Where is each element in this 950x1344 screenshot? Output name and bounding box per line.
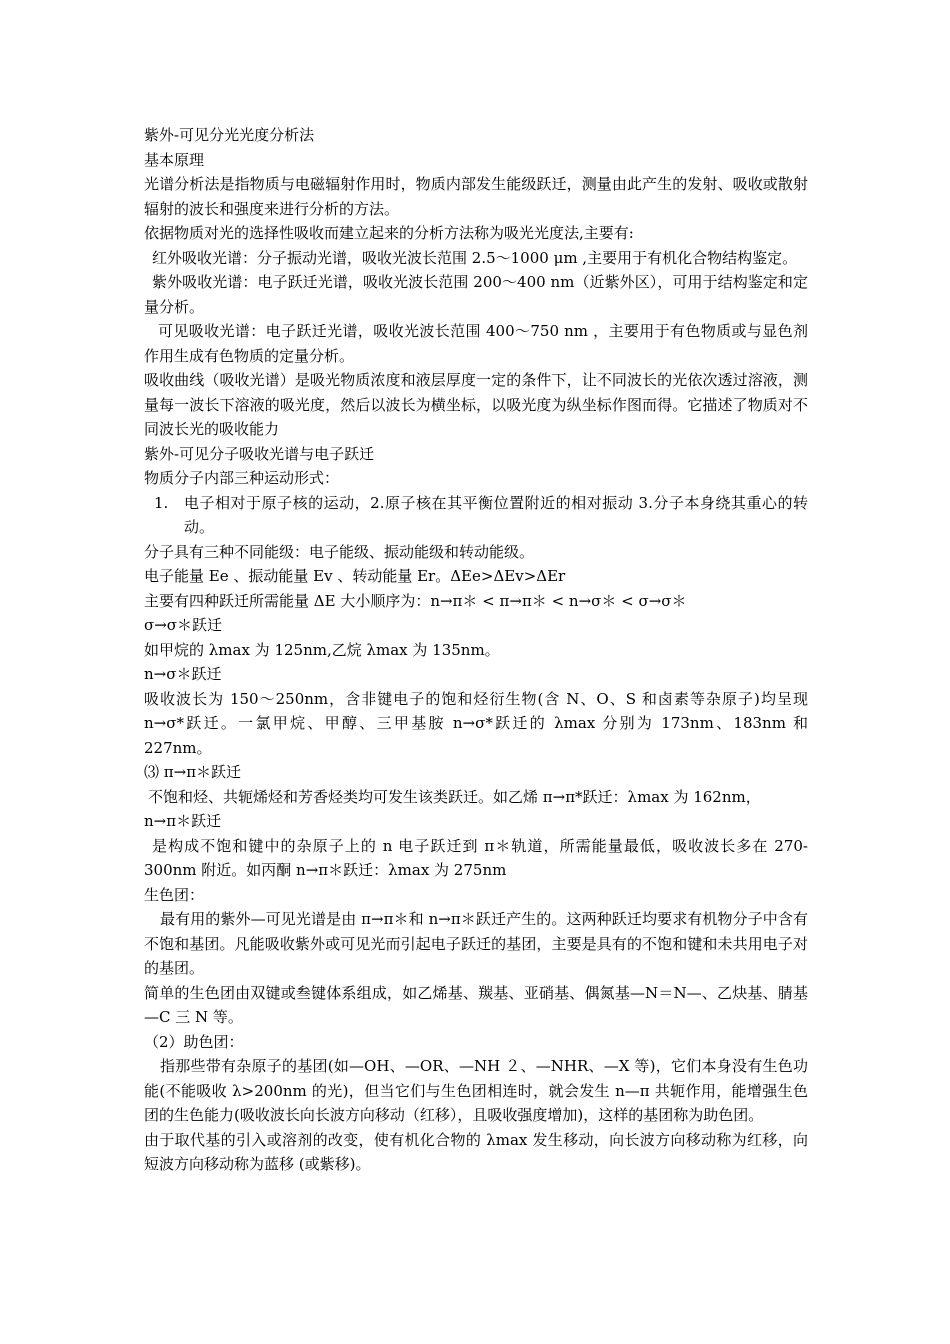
paragraph-n-sigma: 吸收波长为 150～250nm，含非键电子的饱和烃衍生物(含 N、O、S 和卤素等杂原子)均呈现 n→σ*跃迁。一氯甲烷、甲醇、三甲基胺 n→σ*跃迁的 λmax 分别为 173nm、183nm 和 227nm。 <box>144 689 808 757</box>
heading-auxochrome: （2）助色团： <box>144 1032 244 1051</box>
heading-n-pi: n→π＊跃迁 <box>144 812 222 830</box>
paragraph-transition-order: 主要有四种跃迁所需能量 ΔE 大小顺序为：n→π＊ < π→π＊ < n→σ＊ < σ→σ＊ <box>144 591 687 610</box>
paragraph-uv-spectrum: 紫外吸收光谱：电子跃迁光谱，吸收光波长范围 200～400 nm（近紫外区），可用于结构鉴定和定量分析。 <box>144 273 808 316</box>
paragraph-pi-pi: 不饱和烃、共轭烯烃和芳香烃类均可发生该类跃迁。如乙烯 π→π*跃迁：λmax 为 162nm， <box>148 787 761 806</box>
paragraph-auxochrome: 指那些带有杂原子的基团(如—OH、—OR、—NH ２、—NHR、—X 等)，它们本身没有生色功能(不能吸收 λ>200nm 的光)，但当它们与生色团相连时，就会发生 n—π 共轭作用，能增强生色团的生色能力(吸收波长向长波方向移动（红移），且吸收强度增加)，这样的基团称为助色团。 <box>144 1057 808 1124</box>
heading-transition: 紫外-可见分子吸收光谱与电子跃迁 <box>144 444 375 463</box>
paragraph-ir-spectrum: 红外吸收光谱：分子振动光谱，吸收光波长范围 2.5～1000 μm ,主要用于有机化合物结构鉴定。 <box>152 248 798 267</box>
paragraph-absorption-curve: 吸收曲线（吸收光谱）是吸光物质浓度和液层厚度一定的条件下，让不同波长的光依次透过溶液，测量每一波长下溶液的吸光度，然后以波长为横坐标，以吸光度为纵坐标作图而得。它描述了物质对不同波长光的吸收能力 <box>144 371 808 438</box>
document-title: 紫外-可见分光光度分析法 <box>144 126 315 144</box>
heading-chromophore: 生色团： <box>144 885 205 904</box>
heading-basic-principle: 基本原理 <box>144 150 205 169</box>
paragraph-energy-symbols: 电子能量 Ee 、振动能量 Ev 、转动能量 Er。ΔEe>ΔEv>ΔEr <box>144 567 566 585</box>
paragraph-simple-chromophore: 简单的生色团由双键或叁键体系组成，如乙烯基、羰基、亚硝基、偶氮基—N＝N—、乙炔基、腈基—C 三 N 等。 <box>144 983 808 1026</box>
paragraph-energy-levels: 分子具有三种不同能级：电子能级、振动能级和转动能级。 <box>144 542 535 561</box>
paragraph-motion-intro: 物质分子内部三种运动形式： <box>144 469 340 487</box>
paragraph-sigma-sigma: 如甲烷的 λmax 为 125nm,乙烷 λmax 为 135nm。 <box>144 640 500 659</box>
paragraph-vis-spectrum: 可见吸收光谱：电子跃迁光谱，吸收光波长范围 400～750 nm ，主要用于有色物质或与显色剂作用生成有色物质的定量分析。 <box>144 322 808 365</box>
paragraph-definition: 光谱分析法是指物质与电磁辐射作用时，物质内部发生能级跃迁，测量由此产生的发射、吸收或散射辐射的波长和强度来进行分析的方法。 <box>144 175 808 218</box>
paragraph-n-pi: 是构成不饱和键中的杂原子上的 n 电子跃迁到 π＊轨道，所需能量最低，吸收波长多在 270-300nm 附近。如丙酮 n→π＊跃迁：λmax 为 275nm <box>144 836 808 879</box>
paragraph-shift: 由于取代基的引入或溶剂的改变，使有机化合物的 λmax 发生移动，向长波方向移动称为红移，向短波方向移动称为蓝移 (或紫移)。 <box>144 1130 808 1173</box>
list-item-text: 电子相对于原子核的运动，2.原子核在其平衡位置附近的相对振动 3.分子本身绕其重心的转动。 <box>184 493 808 536</box>
heading-n-sigma: n→σ＊跃迁 <box>144 665 222 683</box>
heading-pi-pi: ⑶ π→π＊跃迁 <box>144 763 242 781</box>
paragraph-chromophore: 最有用的紫外—可见光谱是由 π→π＊和 n→π＊跃迁产生的。这两种跃迁均要求有机物分子中含有不饱和基团。凡能吸收紫外或可见光而引起电子跃迁的基团，主要是具有的不饱和键和未共用电子对的基团。 <box>144 910 808 977</box>
list-number: 1. <box>154 493 169 512</box>
paragraph-absorption-method: 依据物质对光的选择性吸收而建立起来的分析方法称为吸光光度法,主要有: <box>144 224 634 242</box>
list-item-motion <box>144 491 808 540</box>
document-body <box>144 123 808 1177</box>
heading-sigma-sigma: σ→σ＊跃迁 <box>144 616 223 634</box>
